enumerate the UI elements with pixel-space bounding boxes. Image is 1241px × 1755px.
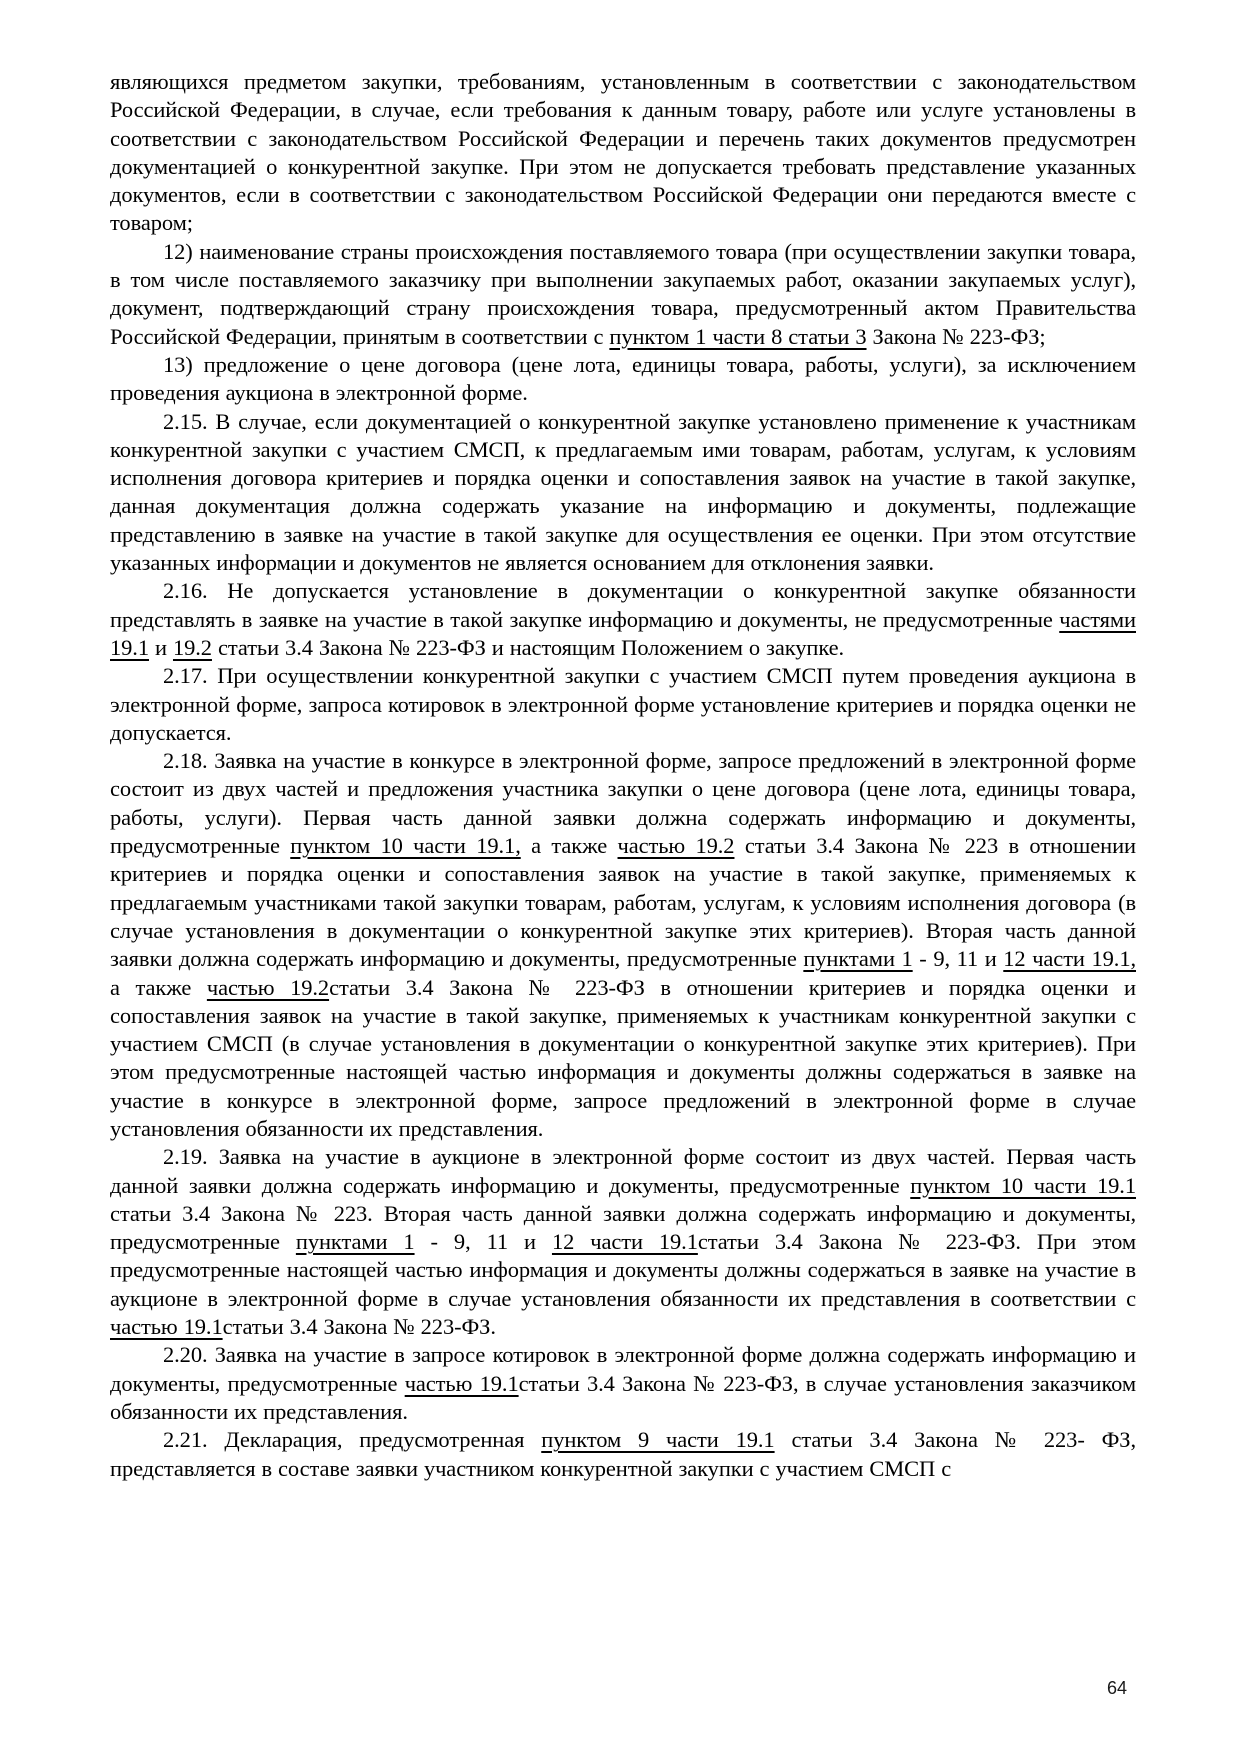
text-run: 2.16. Не допускается установление в документации о конкурентной закупке обязанности представлять в заявке на участие в такой закупке информацию и документы, не предусмотренные	[110, 578, 1136, 632]
paragraph	[110, 238, 1136, 351]
text-run: - 9, 11 и	[414, 1229, 552, 1255]
legal-reference: пунктами 1	[803, 946, 913, 972]
text-run: 13) предложение о цене договора (цене лота, единицы товара, работы, услуги), за исключением проведения аукциона в электронной форме.	[110, 351, 1136, 406]
text-run: 2.18. Заявка на участие в конкурсе в электронной форме, запросе предложений в электронной форме состоит из двух частей и предложения участника закупки о цене договора (цене лота, единицы товара, работы, услуги). Первая часть данной заявки должна содержать информацию и документы, предусмотренные	[110, 748, 1136, 859]
legal-reference: пунктом 1 части 8 статьи 3	[609, 323, 867, 349]
legal-reference: пунктом 9 части 19.1	[541, 1427, 775, 1453]
paragraph	[110, 1426, 1136, 1483]
text-run: статьи 3.4 Закона № 223-ФЗ, в случае установления заказчиком обязанности их представления.	[110, 1370, 1137, 1424]
text-run: статьи 3.4 Закона № 223-ФЗ и настоящим Положением о закупке.	[211, 634, 845, 660]
legal-reference: пунктами 1	[295, 1229, 415, 1255]
text-run: 2.17. При осуществлении конкурентной закупки с участием СМСП путем проведения аукциона в электронной форме, запроса котировок в электронной форме установление критериев и порядка оценки не допускается.	[110, 663, 1136, 745]
text-block	[110, 68, 1136, 1483]
text-run: статьи 3.4 Закона № 223 в отношении критериев и порядка оценки и сопоставления заявок на участие в такой закупке, применяемых к предлагаемым участниками такой закупки товарам, работам, услугам, к условиям исполнения договора (в случае установления в документации о конкурентной закупке этих критериев). Вторая часть данной заявки должна содержать информацию и документы, предусмотренные	[110, 833, 1136, 972]
text-run: а также	[110, 974, 207, 1000]
page-number: 64	[1106, 1678, 1127, 1698]
text-run: а также	[520, 833, 618, 859]
legal-reference: частью 19.1	[404, 1370, 519, 1396]
text-run: статьи 3.4 Закона № 223-ФЗ в отношении критериев и порядка оценки и сопоставления заявок на участие в такой закупке, применяемых к участникам конкурентной закупки с участием СМСП (в случае установления в документации о конкурентной закупке этих критериев). При этом предусмотренные настоящей частью информация и документы должны содержаться в заявке на участие в конкурсе в электронной форме, запросе предложений в электронной форме в случае установления обязанности их представления.	[110, 974, 1136, 1141]
text-run: и	[148, 634, 173, 660]
legal-reference: пунктом 10 части 19.1,	[290, 833, 521, 859]
text-run: статьи 3.4 Закона № 223- ФЗ, представляется в составе заявки участником конкурентной закупки с участием СМСП с	[110, 1427, 1136, 1481]
text-run: являющихся предметом закупки, требованиям, установленным в соответствии с законодательством Российской Федерации, в случае, если требования к данным товару, работе или услуге установлены в соответствии с законодательством Российской Федерации и перечень таких документов предусмотрен документацией о конкурентной закупке. При этом не допускается требовать представление указанных документов, если в соответствии с законодательством Российской Федерации они передаются вместе с товаром;	[110, 69, 1136, 236]
text-run: 12) наименование страны происхождения поставляемого товара (при осуществлении закупки товара, в том числе поставляемого заказчику при выполнении закупаемых работ, оказании закупаемых услуг), документ, подтверждающий страну происхождения товара, предусмотренный актом Правительства Российской Федерации, принятым в соответствии с	[110, 238, 1136, 349]
paragraph	[110, 577, 1136, 662]
legal-reference: частью 19.1	[110, 1314, 223, 1340]
legal-reference: пунктом 10 части 19.1	[910, 1172, 1136, 1198]
text-run: 2.20. Заявка на участие в запросе котировок в электронной форме должна содержать информацию и документы, предусмотренные	[110, 1342, 1136, 1396]
legal-reference: 12 части 19.1,	[1003, 946, 1136, 972]
text-run: - 9, 11 и	[912, 946, 1004, 972]
paragraph	[110, 1143, 1136, 1341]
paragraph	[110, 1341, 1136, 1426]
paragraph	[110, 408, 1136, 578]
legal-reference: частью 19.2	[617, 833, 735, 859]
legal-reference: частью 19.2	[206, 974, 330, 1000]
text-run: 2.15. В случае, если документацией о конкурентной закупке установлено применение к участникам конкурентной закупки с участием СМСП, к предлагаемым ими товарам, работам, услугам, к условиям исполнения договора критериев и порядка оценки и сопоставления заявок на участие в такой закупке, данная документация должна содержать указание на информацию и документы, подлежащие представлению в заявке на участие в такой закупке для осуществления ее оценки. При этом отсутствие указанных информации и документов не является основанием для отклонения заявки.	[110, 408, 1136, 576]
paragraph	[110, 747, 1136, 1143]
text-run: Закона № 223-ФЗ;	[866, 323, 1046, 349]
legal-reference: частями 19.1	[110, 606, 1136, 660]
legal-reference: 12 части 19.1	[551, 1229, 698, 1255]
text-run: статьи 3.4 Закона № 223. Вторая часть данной заявки должна содержать информацию и документы, предусмотренные	[110, 1200, 1136, 1255]
paragraph	[110, 68, 1136, 238]
text-run: 2.19. Заявка на участие в аукционе в электронной форме состоит из двух частей. Первая часть данной заявки должна содержать информацию и документы, предусмотренные	[110, 1144, 1136, 1198]
text-run: статьи 3.4 Закона № 223-ФЗ.	[222, 1314, 496, 1340]
paragraph	[110, 351, 1136, 408]
paragraph	[110, 662, 1136, 747]
legal-reference: 19.2	[172, 634, 212, 660]
text-run: 2.21. Декларация, предусмотренная	[163, 1427, 542, 1453]
text-run: статьи 3.4 Закона № 223-ФЗ. При этом предусмотренные настоящей частью информация и документы должны содержаться в заявке на участие в аукционе в электронной форме в случае установления обязанности их представления в соответствии с	[110, 1229, 1136, 1311]
